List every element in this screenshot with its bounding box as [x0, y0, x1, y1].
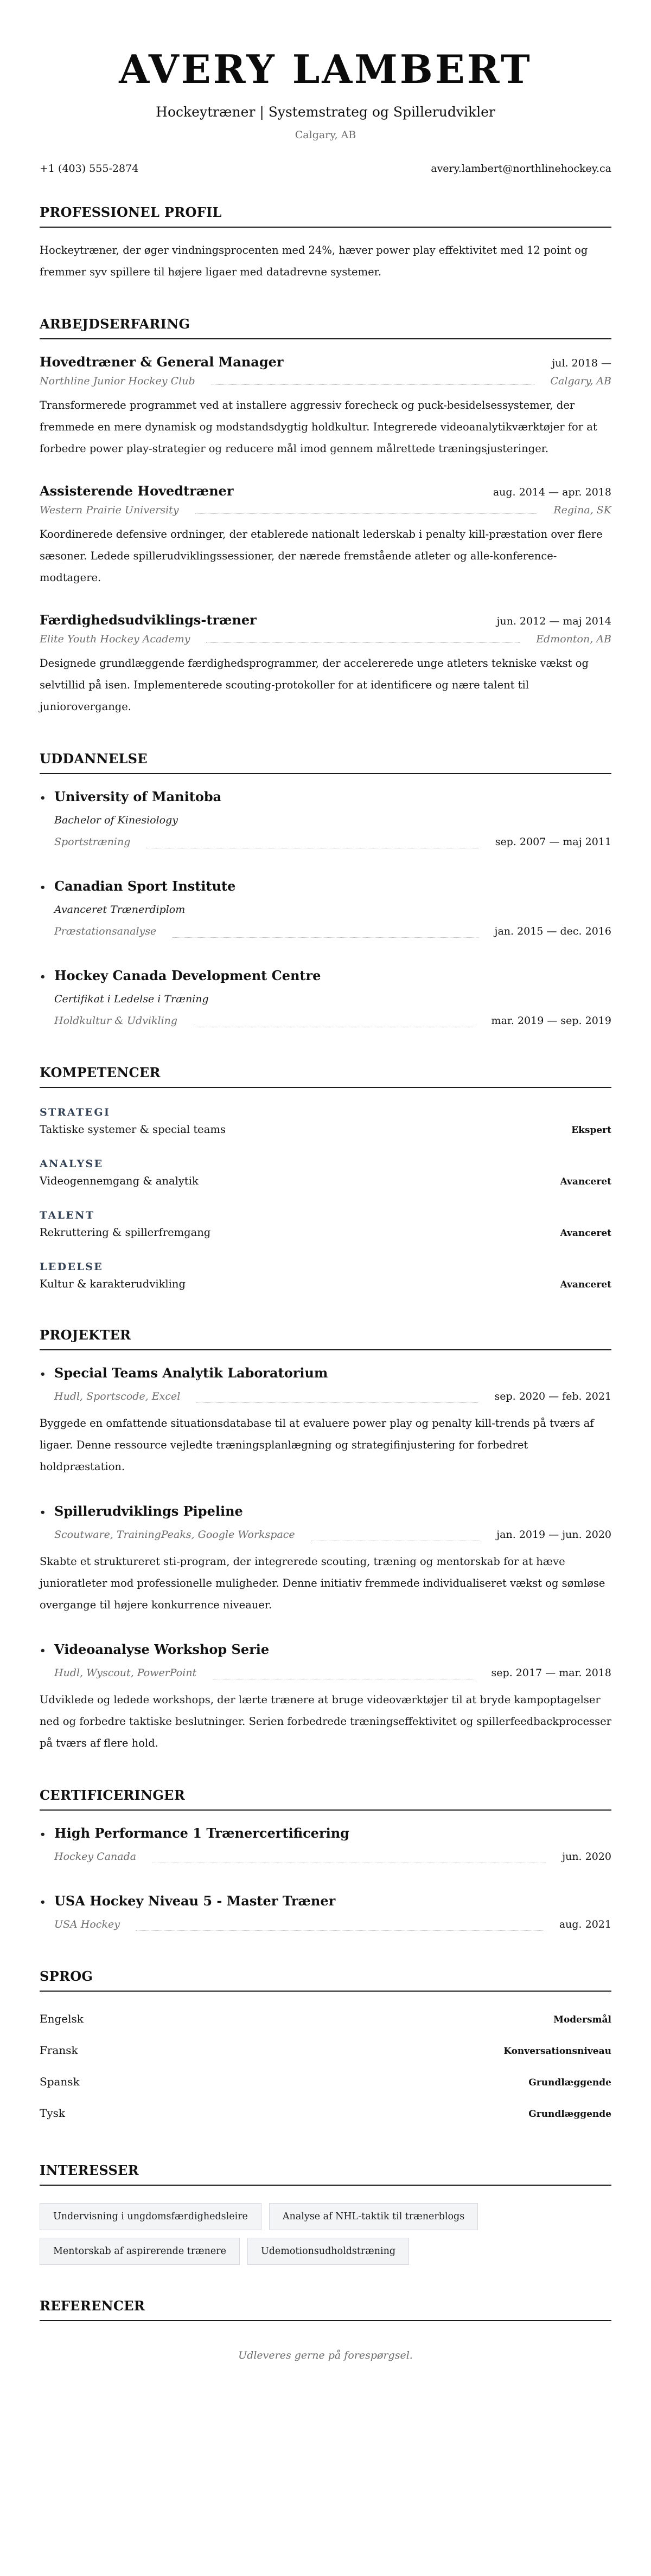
job-date: jul. 2018 — — [552, 357, 611, 369]
degree: Bachelor of Kinesiology — [54, 814, 178, 826]
section-title: UDDANNELSE — [40, 750, 611, 774]
experience-entry — [40, 609, 611, 718]
job-description: Designede grundlæggende færdighedsprogrammer, der accelererede unge atleters tekniske vækst og selvtillid på isen. Implementerede scouting-protokoller for at identificere og nære talent til juniorovergange. — [40, 657, 589, 713]
interest-tags — [40, 2198, 611, 2265]
job-title: Hovedtræner & General Manager — [40, 354, 284, 370]
job-title: Færdighedsudviklings-træner — [40, 612, 257, 628]
bullet-icon: • — [40, 793, 46, 804]
interest-tag: Udemotionsudholdstræning — [247, 2238, 409, 2265]
project-tools: Scoutware, TrainingPeaks, Google Workspace — [54, 1529, 295, 1541]
section-title: INTERESSER — [40, 2162, 611, 2186]
job-description: Koordinerede defensive ordninger, der etablerede nationalt lederskab i penalty kill-præstation over flere sæsoner. Ledede spillerudviklingssessioner, der nærede fremstående atleter og alle-konference-modtagere. — [40, 528, 603, 584]
project-name: Special Teams Analytik Laboratorium — [54, 1365, 328, 1381]
language-row — [40, 2035, 611, 2066]
project-description: Skabte et struktureret sti-program, der integrerede scouting, træning og mentorskab for at hæve junioratleter mod professionelle muligheder. Denne initiativ fremmede individualiseret vækst og sømløse overgange til højere konkurrence niveauer. — [40, 1555, 605, 1611]
candidate-name: AVERY LAMBERT — [119, 46, 532, 92]
certification-entry — [40, 1822, 611, 1867]
project-description: Udviklede og ledede workshops, der lærte trænere at bruge videoværktøjer til at bryde kampoptagelser ned og forbedre taktiske beslutninger. Serien forbedrede træningseffektivitet og spillerfeedbackprocesser på tværs af flere hold. — [40, 1693, 611, 1749]
project-tools: Hudl, Sportscode, Excel — [54, 1390, 181, 1402]
references-note: Udleveres gerne på forespørgsel. — [238, 2349, 413, 2361]
skill-level: Avanceret — [560, 1228, 611, 1239]
degree: Avanceret Trænerdiplom — [54, 904, 186, 916]
references-section — [40, 2297, 611, 2364]
project-name: Videoanalyse Workshop Serie — [54, 1641, 270, 1657]
education-entry — [40, 965, 611, 1032]
project-description: Byggede en omfattende situationsdatabase til at evaluere power play og penalty kill-trends på tværs af ligaer. Denne ressource vejledte træningsplanlægning og strategifinjustering for forbedret holdpræstation. — [40, 1417, 594, 1473]
language-row — [40, 2004, 611, 2035]
project-entry — [40, 1639, 611, 1754]
skill-name: Kultur & karakterudvikling — [40, 1278, 186, 1290]
phone-number[interactable]: +1 (403) 555-2874 — [40, 163, 139, 175]
section-title: CERTIFICERINGER — [40, 1787, 611, 1811]
school-name: Canadian Sport Institute — [54, 878, 236, 894]
certification-name: USA Hockey Niveau 5 - Master Træner — [54, 1893, 336, 1909]
bullet-icon: • — [40, 971, 46, 983]
skill-category: STRATEGI — [40, 1106, 111, 1118]
job-organization: Northline Junior Hockey Club — [40, 375, 195, 387]
language-name: Fransk — [40, 2044, 78, 2057]
dotted-leader — [212, 384, 534, 385]
field-of-study: Præstationsanalyse — [54, 925, 157, 937]
email-address[interactable]: avery.lambert@northlinehockey.ca — [431, 163, 611, 175]
degree: Certifikat i Ledelse i Træning — [54, 993, 209, 1005]
certification-issuer: USA Hockey — [54, 1918, 120, 1930]
language-level: Grundlæggende — [528, 2077, 611, 2088]
dotted-leader — [195, 513, 538, 514]
experience-entry — [40, 351, 611, 460]
skill-name: Rekruttering & spillerfremgang — [40, 1226, 211, 1239]
certification-entry — [40, 1890, 611, 1935]
interests-section — [40, 2162, 611, 2265]
interest-tag: Undervisning i ungdomsfærdighedsleire — [40, 2203, 261, 2230]
skill-level: Avanceret — [560, 1279, 611, 1290]
job-organization: Elite Youth Hockey Academy — [40, 633, 190, 645]
skills-section — [40, 1064, 611, 1294]
project-date: sep. 2020 — feb. 2021 — [494, 1390, 611, 1402]
section-title: REFERENCER — [40, 2297, 611, 2321]
school-name: Hockey Canada Development Centre — [54, 968, 321, 983]
skill-name: Videogennemgang & analytik — [40, 1175, 199, 1187]
skill-category: LEDELSE — [40, 1261, 104, 1273]
profile-text: Hockeytræner, der øger vindningsprocenten med 24%, hæver power play effektivitet med 12 point og fremmer syv spillere til højere ligaer med datadrevne systemer. — [40, 244, 588, 278]
interest-tag: Analyse af NHL-taktik til trænerblogs — [269, 2203, 478, 2230]
section-title: KOMPETENCER — [40, 1064, 611, 1088]
language-row — [40, 2098, 611, 2129]
bullet-icon: • — [40, 1897, 46, 1908]
certifications-section — [40, 1787, 611, 1935]
skill-level: Avanceret — [560, 1176, 611, 1187]
certification-name: High Performance 1 Trænercertificering — [54, 1825, 349, 1841]
resume-header — [40, 48, 611, 176]
language-level: Grundlæggende — [528, 2109, 611, 2120]
contact-row — [40, 162, 611, 176]
education-entry — [40, 786, 611, 853]
bullet-icon: • — [40, 1369, 46, 1380]
project-date: sep. 2017 — mar. 2018 — [491, 1667, 611, 1679]
section-title: ARBEJDSERFARING — [40, 315, 611, 339]
project-entry — [40, 1362, 611, 1478]
language-level: Konversationsniveau — [503, 2046, 611, 2057]
language-name: Tysk — [40, 2107, 66, 2120]
job-location: Calgary, AB — [550, 375, 611, 387]
dotted-leader — [173, 937, 478, 938]
project-entry — [40, 1500, 611, 1616]
job-date: aug. 2014 — apr. 2018 — [493, 486, 611, 498]
skill-name: Taktiske systemer & special teams — [40, 1123, 226, 1136]
section-title: PROJEKTER — [40, 1326, 611, 1350]
experience-section — [40, 315, 611, 718]
certification-date: jun. 2020 — [562, 1851, 611, 1863]
education-date: jan. 2015 — dec. 2016 — [494, 925, 611, 937]
skill-category: ANALYSE — [40, 1158, 104, 1170]
certification-issuer: Hockey Canada — [54, 1851, 137, 1863]
language-level: Modersmål — [553, 2014, 611, 2025]
skill-group — [40, 1259, 611, 1294]
field-of-study: Sportstræning — [54, 836, 131, 848]
interest-tag: Mentorskab af aspirerende trænere — [40, 2238, 240, 2265]
bullet-icon: • — [40, 1829, 46, 1840]
section-title: SPROG — [40, 1968, 611, 1992]
language-name: Engelsk — [40, 2012, 84, 2025]
project-date: jan. 2019 — jun. 2020 — [496, 1529, 611, 1541]
candidate-subtitle: Hockeytræner | Systemstrateg og Spillerudvikler — [156, 104, 495, 120]
projects-section — [40, 1326, 611, 1754]
project-name: Spillerudviklings Pipeline — [54, 1503, 243, 1519]
languages-section — [40, 1968, 611, 2129]
experience-entry — [40, 480, 611, 589]
job-organization: Western Prairie University — [40, 504, 179, 516]
skill-group — [40, 1104, 611, 1139]
candidate-location: Calgary, AB — [295, 129, 356, 141]
skill-category: TALENT — [40, 1209, 95, 1221]
skill-group — [40, 1156, 611, 1191]
skill-level: Ekspert — [571, 1125, 611, 1136]
dotted-leader — [206, 642, 520, 643]
education-date: mar. 2019 — sep. 2019 — [491, 1015, 611, 1027]
field-of-study: Holdkultur & Udvikling — [54, 1015, 178, 1027]
certification-date: aug. 2021 — [559, 1918, 611, 1930]
job-title: Assisterende Hovedtræner — [40, 483, 234, 499]
bullet-icon: • — [40, 1645, 46, 1657]
job-location: Edmonton, AB — [536, 633, 611, 645]
dotted-leader — [136, 1930, 543, 1931]
language-row — [40, 2066, 611, 2098]
bullet-icon: • — [40, 882, 46, 893]
section-title: PROFESSIONEL PROFIL — [40, 204, 611, 228]
job-date: jun. 2012 — maj 2014 — [496, 615, 611, 627]
bullet-icon: • — [40, 1507, 46, 1518]
dotted-leader — [196, 1402, 478, 1403]
language-name: Spansk — [40, 2075, 80, 2088]
project-tools: Hudl, Wyscout, PowerPoint — [54, 1667, 197, 1679]
school-name: University of Manitoba — [54, 789, 222, 804]
education-section — [40, 750, 611, 1032]
skill-group — [40, 1207, 611, 1242]
job-description: Transformerede programmet ved at installere aggressiv forecheck og puck-besidelsessystemer, der fremmede en mere dynamisk og modstandsdygtig holdkultur. Integrerede videoanalytikværktøjer for at forbedre power play-strategier og reducere mål imod gennem målrettede træningsjusteringer. — [40, 399, 597, 455]
education-entry — [40, 875, 611, 942]
profile-section — [40, 204, 611, 283]
education-date: sep. 2007 — maj 2011 — [495, 836, 611, 848]
job-location: Regina, SK — [553, 504, 611, 516]
